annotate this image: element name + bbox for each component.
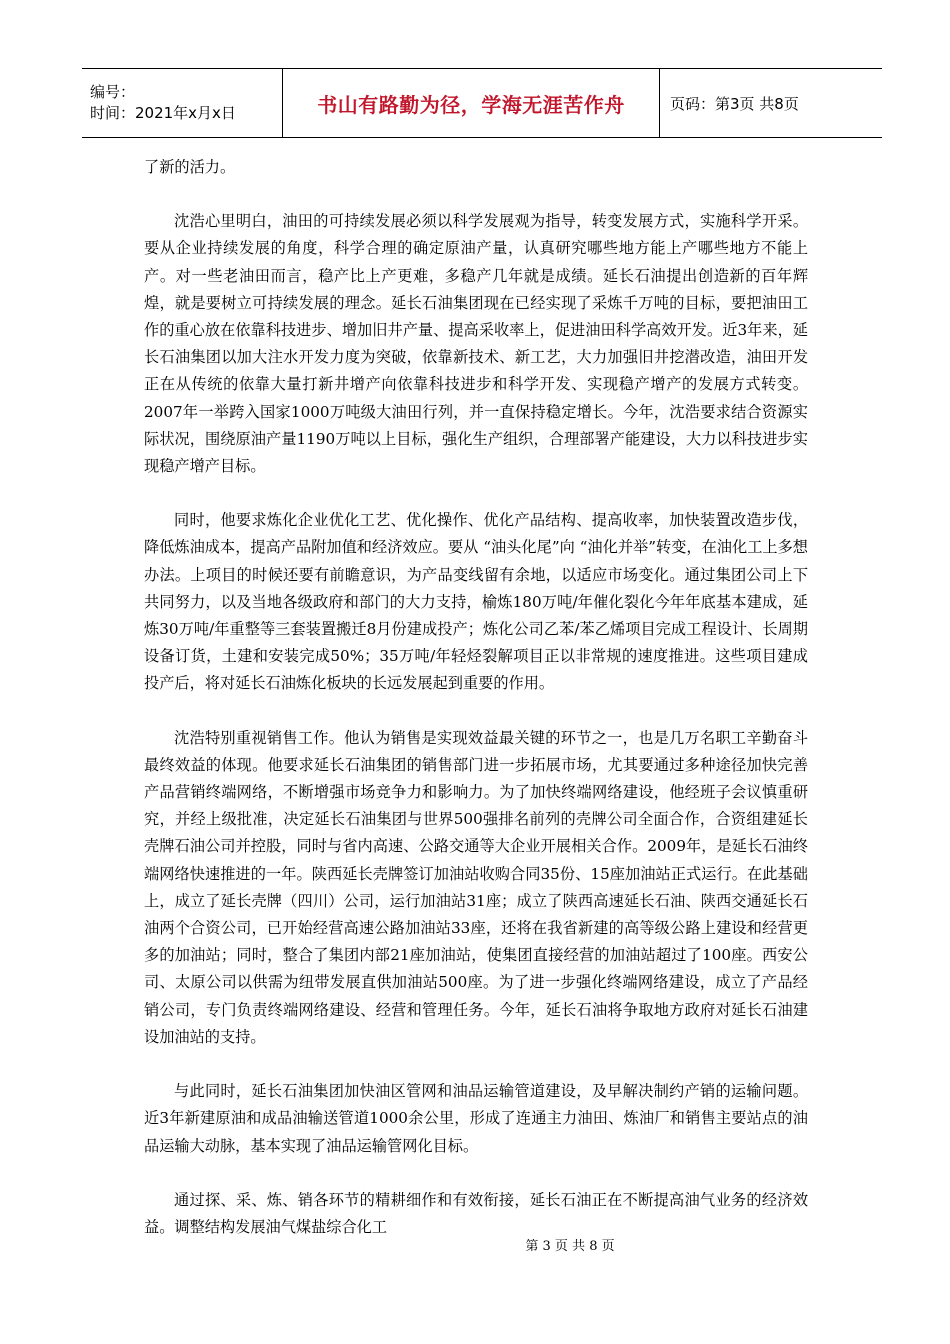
document-body <box>144 154 808 1241</box>
paragraph-sales: 沈浩特别重视销售工作。他认为销售是实现效益最关键的环节之一，也是几万名职工辛勤奋斗最终效益的体现。他要求延长石油集团的销售部门进一步拓展市场，尤其要通过多种途径加快完善产品营销终端网络，不断增强市场竞争力和影响力。为了加快终端网络建设，他经班子会议慎重研究，并经上级批准，决定延长石油集团与世界500强排名前列的壳牌公司全面合作，合资组建延长壳牌石油公司并控股，同时与省内高速、公路交通等大企业开展相关合作。2009年，是延长石油终端网络快速推进的一年。陕西延长壳牌签订加油站收购合同35份、15座加油站正式运行。在此基础上，成立了延长壳牌（四川）公司，运行加油站31座；成立了陕西高速延长石油、陕西交通延长石油两个合资公司，已开始经营高速公路加油站33座，还将在我省新建的高等级公路上建设和经营更多的加油站；同时，整合了集团内部21座加油站，使集团直接经营的加油站超过了100座。西安公司、太原公司以供需为纽带发展直供加油站500座。为了进一步强化终端网络建设，成立了产品经销公司，专门负责终端网络建设、经营和管理任务。今年，延长石油将争取地方政府对延长石油建设加油站的支持。 <box>144 728 808 1046</box>
header-page-cell <box>660 69 883 138</box>
page-footer <box>0 1235 950 1254</box>
footer-page-number: 第 3 页 共 8 页 <box>525 1239 615 1254</box>
document-header <box>82 68 882 138</box>
paragraph-refining: 同时，他要求炼化企业优化工艺、优化操作、优化产品结构、提高收率，加快装置改造步伐，降低炼油成本，提高产品附加值和经济效应。要从 “油头化尾”向 “油化并举”转变，在油化工上多想办法。上项目的时候还要有前瞻意识，为产品变线留有余地，以适应市场变化。通过集团公司上下共同努力，以及当地各级政府和部门的大力支持，榆炼180万吨/年催化裂化今年年底基本建成，延炼30万吨/年重整等三套装置搬迁8月份建成投产；炼化公司乙苯/苯乙烯项目完成工程设计、长周期设备订货，土建和安装完成50%；35万吨/年轻烃裂解项目正以非常规的速度推进。这些项目建成投产后，将对延长石油炼化板块的长远发展起到重要的作用。 <box>144 511 808 693</box>
paragraph-pipelines: 与此同时，延长石油集团加快油区管网和油品运输管道建设，及早解决制约产销的运输问题。近3年新建原油和成品油输送管道1000余公里，形成了连通主力油田、炼油厂和销售主要站点的油品运输大动脉，基本实现了油品运输管网化目标。 <box>144 1082 808 1155</box>
document-time-label: 时间：2021年x月x日 <box>90 104 236 122</box>
document-number-label: 编号： <box>90 83 136 101</box>
paragraph-conclusion: 通过探、采、炼、销各环节的精耕细作和有效衔接，延长石油正在不断提高油气业务的经济效益。调整结构发展油气煤盐综合化工 <box>144 1190 808 1236</box>
header-meta-cell <box>82 69 283 138</box>
header-motto: 书山有路勤为径，学海无涯苦作舟 <box>317 92 625 117</box>
header-page-code: 页码：第3页 共8页 <box>670 94 799 113</box>
paragraph-oilfield-development: 沈浩心里明白，油田的可持续发展必须以科学发展观为指导，转变发展方式，实施科学开采。要从企业持续发展的角度，科学合理的确定原油产量，认真研究哪些地方能上产哪些地方不能上产。对一些老油田而言，稳产比上产更难，多稳产几年就是成绩。延长石油提出创造新的百年辉煌，就是要树立可持续发展的理念。延长石油集团现在已经实现了采炼千万吨的目标，要把油田工作的重心放在依靠科技进步、增加旧井产量、提高采收率上，促进油田科学高效开发。近3年来，延长石油集团以加大注水开发力度为突破，依靠新技术、新工艺，大力加强旧井挖潜改造，油田开发正在从传统的依靠大量打新井增产向依靠科技进步和科学开发、实现稳产增产的发展方式转变。2007年一举跨入国家1000万吨级大油田行列，并一直保持稳定增长。今年，沈浩要求结合资源实际状况，围绕原油产量1190万吨以上目标，强化生产组织，合理部署产能建设，大力以科技进步实现稳产增产目标。 <box>144 212 808 476</box>
paragraph-continuation: 了新的活力。 <box>144 158 236 176</box>
header-motto-cell <box>283 69 660 138</box>
